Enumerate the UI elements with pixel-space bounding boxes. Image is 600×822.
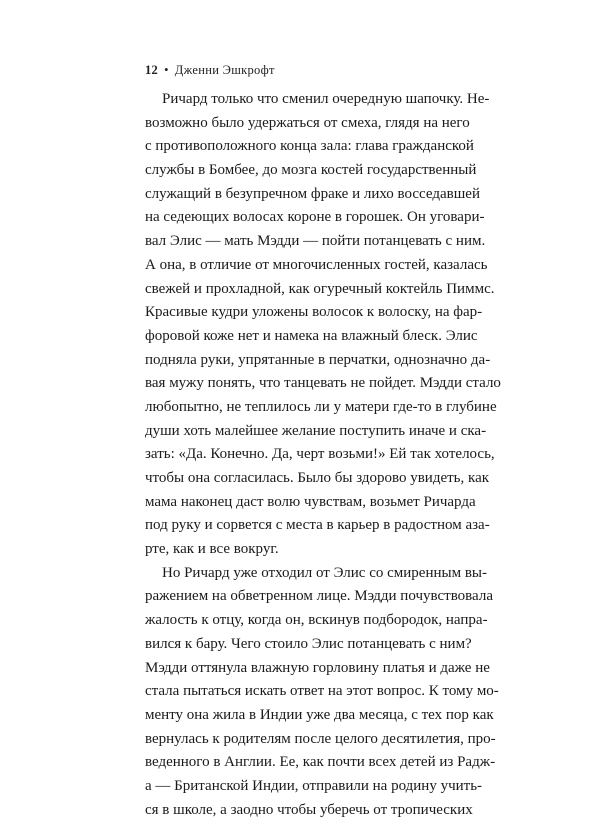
text-line: вернулась к родителям после целого десятилетия, про-	[145, 730, 496, 747]
body-text	[145, 88, 501, 822]
text-line: зать: «Да. Конечно. Да, черт возьми!» Ей так хотелось,	[145, 446, 495, 463]
text-line: любопытно, не теплилось ли у матери где-то в глубине	[145, 398, 497, 415]
text-line: Красивые кудри уложены волосок к волоску, на фар-	[145, 304, 483, 321]
text-line: под руку и сорвется с места в карьер в радостном аза-	[145, 517, 490, 534]
text-line: стала пытаться искать ответ на этот вопрос. К тому мо-	[145, 683, 499, 700]
text-line: Мэдди оттянула влажную горловину платья и даже не	[145, 659, 490, 676]
text-line: подняла руки, упрятанные в перчатки, однозначно да-	[145, 351, 491, 368]
text-line: с противоположного конца зала: глава гражданской	[145, 138, 474, 155]
text-line: служащий в безупречном фраке и лихо восседавшей	[145, 185, 480, 202]
text-line: ражением на обветренном лице. Мэдди почувствовала	[145, 588, 493, 605]
text-line: мама наконец даст волю чувствам, возьмет Ричарда	[145, 493, 476, 510]
text-line: души хоть малейшее желание поступить иначе и ска-	[145, 422, 487, 439]
text-line: службы в Бомбее, до мозга костей государственный	[145, 162, 477, 179]
text-line: А она, в отличие от многочисленных гостей, казалась	[145, 256, 488, 273]
text-line: а — Британской Индии, отправили на родину учить-	[145, 777, 483, 794]
paragraph	[145, 88, 501, 562]
running-header	[145, 63, 275, 78]
text-line: Ричард только что сменил очередную шапочку. Не-	[162, 91, 490, 107]
text-line: жалость к отцу, когда он, вскинув подбородок, напра-	[145, 612, 488, 629]
text-line: чтобы она согласилась. Было бы здорово увидеть, как	[145, 470, 490, 486]
text-line: ся в школе, а заодно чтобы уберечь от тропических	[145, 801, 473, 818]
text-line: вал Элис — мать Мэдди — пойти потанцевать с ним.	[145, 233, 486, 250]
text-line: вая мужу понять, что танцевать не пойдет. Мэдди стало	[145, 375, 501, 392]
page-number: 12	[145, 63, 159, 77]
text-line: вился к бару. Чего стоило Элис потанцевать с ним?	[145, 635, 472, 652]
text-line: на седеющих волосах короне в горошек. Он уговари-	[145, 209, 485, 226]
paragraph	[145, 562, 499, 822]
text-line: свежей и прохладной, как огуречный коктейль Пиммс.	[145, 280, 495, 297]
author-name: Дженни Эшкрофт	[174, 63, 275, 77]
text-line: форовой коже нет и намека на влажный блеск. Элис	[145, 327, 478, 344]
header-separator: •	[164, 63, 169, 77]
text-line: веденного в Англии. Ее, как почти всех детей из Радж-	[145, 754, 496, 771]
text-line: менту она жила в Индии уже два месяца, с тех пор как	[145, 706, 494, 723]
text-line: возможно было удержаться от смеха, глядя на него	[145, 114, 470, 131]
text-line: Но Ричард уже отходил от Элис со смиренным вы-	[162, 564, 487, 581]
text-line: рте, как и все вокруг.	[145, 541, 279, 558]
